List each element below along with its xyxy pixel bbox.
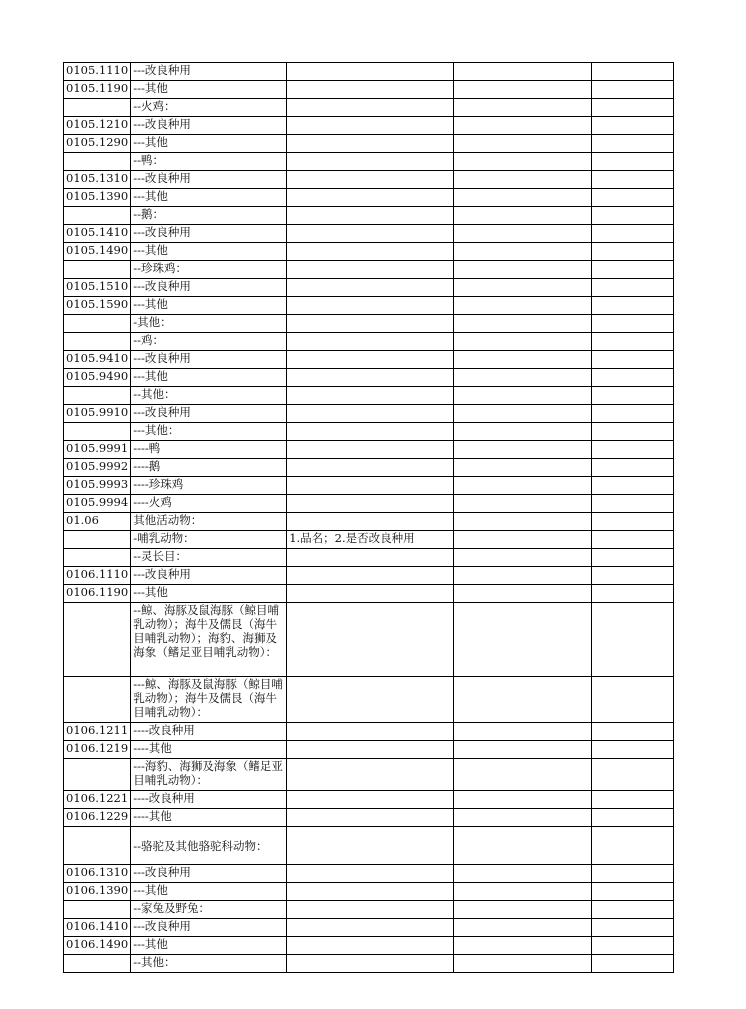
blank-cell <box>454 603 592 677</box>
hs-code-cell: 0106.1221 <box>64 791 131 809</box>
table-row <box>64 171 674 189</box>
description-cell: ---改良种用 <box>131 865 287 883</box>
hs-code-cell: 0106.1211 <box>64 723 131 741</box>
tariff-table-body <box>64 63 674 973</box>
blank-cell <box>592 955 674 973</box>
table-row <box>64 865 674 883</box>
description-cell: ---其他 <box>131 81 287 99</box>
declaration-elements-cell <box>287 117 454 135</box>
table-row <box>64 477 674 495</box>
hs-code-cell: 0105.9994 <box>64 495 131 513</box>
description-cell: ---改良种用 <box>131 405 287 423</box>
blank-cell <box>592 63 674 81</box>
hs-code-cell: 0105.1290 <box>64 135 131 153</box>
hs-code-cell: 0105.1410 <box>64 225 131 243</box>
declaration-elements-cell <box>287 441 454 459</box>
blank-cell <box>454 243 592 261</box>
blank-cell <box>592 207 674 225</box>
description-cell: --火鸡： <box>131 99 287 117</box>
hs-code-cell: 0106.1490 <box>64 937 131 955</box>
blank-cell <box>592 585 674 603</box>
blank-cell <box>454 135 592 153</box>
table-row <box>64 677 674 723</box>
declaration-elements-cell <box>287 567 454 585</box>
blank-cell <box>592 261 674 279</box>
table-row <box>64 567 674 585</box>
blank-cell <box>454 459 592 477</box>
blank-cell <box>454 315 592 333</box>
hs-code-cell: 01.06 <box>64 513 131 531</box>
blank-cell <box>592 791 674 809</box>
table-row <box>64 585 674 603</box>
description-cell: ---海豹、海狮及海象（鳍足亚目哺乳动物）： <box>131 759 287 791</box>
blank-cell <box>454 477 592 495</box>
declaration-elements-cell <box>287 919 454 937</box>
blank-cell <box>454 883 592 901</box>
declaration-elements-cell <box>287 677 454 723</box>
hs-code-cell: 0105.9993 <box>64 477 131 495</box>
description-cell: ---其他 <box>131 243 287 261</box>
hs-code-cell <box>64 759 131 791</box>
table-row <box>64 549 674 567</box>
blank-cell <box>454 549 592 567</box>
declaration-elements-cell <box>287 791 454 809</box>
hs-code-cell <box>64 827 131 865</box>
blank-cell <box>454 919 592 937</box>
blank-cell <box>454 405 592 423</box>
description-cell: ---其他 <box>131 189 287 207</box>
table-row <box>64 723 674 741</box>
hs-code-cell: 0106.1310 <box>64 865 131 883</box>
description-cell: ---其他 <box>131 369 287 387</box>
table-row <box>64 135 674 153</box>
table-row <box>64 117 674 135</box>
blank-cell <box>592 135 674 153</box>
blank-cell <box>592 369 674 387</box>
blank-cell <box>592 723 674 741</box>
blank-cell <box>592 827 674 865</box>
table-row <box>64 423 674 441</box>
description-cell: ---其他 <box>131 297 287 315</box>
blank-cell <box>454 117 592 135</box>
declaration-elements-cell <box>287 135 454 153</box>
table-row <box>64 387 674 405</box>
blank-cell <box>454 333 592 351</box>
table-row <box>64 369 674 387</box>
description-cell: ----改良种用 <box>131 723 287 741</box>
hs-code-cell <box>64 261 131 279</box>
description-cell: ---其他 <box>131 585 287 603</box>
declaration-elements-cell <box>287 741 454 759</box>
blank-cell <box>454 495 592 513</box>
description-cell: --其他： <box>131 387 287 405</box>
blank-cell <box>592 937 674 955</box>
blank-cell <box>592 171 674 189</box>
description-cell: --鸡： <box>131 333 287 351</box>
table-row <box>64 207 674 225</box>
blank-cell <box>592 333 674 351</box>
description-cell: ---改良种用 <box>131 351 287 369</box>
blank-cell <box>592 315 674 333</box>
declaration-elements-cell <box>287 99 454 117</box>
description-cell: --鸭： <box>131 153 287 171</box>
declaration-elements-cell <box>287 723 454 741</box>
blank-cell <box>454 99 592 117</box>
declaration-elements-cell <box>287 495 454 513</box>
hs-code-cell: 0106.1190 <box>64 585 131 603</box>
declaration-elements-cell <box>287 297 454 315</box>
hs-code-cell <box>64 333 131 351</box>
description-cell: ---其他 <box>131 135 287 153</box>
hs-code-cell: 0106.1390 <box>64 883 131 901</box>
hs-code-cell <box>64 153 131 171</box>
table-row <box>64 741 674 759</box>
hs-code-cell <box>64 207 131 225</box>
blank-cell <box>454 261 592 279</box>
description-cell: --鲸、海豚及鼠海豚（鲸目哺乳动物）；海牛及儒艮（海牛目哺乳动物）；海豹、海狮及海象（鳍足亚目哺乳动物）： <box>131 603 287 677</box>
blank-cell <box>592 189 674 207</box>
declaration-elements-cell <box>287 207 454 225</box>
declaration-elements-cell <box>287 261 454 279</box>
blank-cell <box>592 297 674 315</box>
blank-cell <box>592 441 674 459</box>
blank-cell <box>454 827 592 865</box>
blank-cell <box>454 901 592 919</box>
blank-cell <box>592 741 674 759</box>
hs-code-cell <box>64 901 131 919</box>
declaration-elements-cell <box>287 63 454 81</box>
declaration-elements-cell <box>287 513 454 531</box>
blank-cell <box>592 549 674 567</box>
description-cell: 其他活动物： <box>131 513 287 531</box>
tariff-table <box>63 62 674 973</box>
blank-cell <box>592 759 674 791</box>
hs-code-cell: 0105.1310 <box>64 171 131 189</box>
blank-cell <box>592 919 674 937</box>
blank-cell <box>592 153 674 171</box>
declaration-elements-cell <box>287 333 454 351</box>
declaration-elements-cell <box>287 549 454 567</box>
blank-cell <box>454 865 592 883</box>
description-cell: ---改良种用 <box>131 567 287 585</box>
table-row <box>64 759 674 791</box>
blank-cell <box>454 809 592 827</box>
blank-cell <box>454 351 592 369</box>
declaration-elements-cell <box>287 351 454 369</box>
hs-code-cell: 0105.1590 <box>64 297 131 315</box>
description-cell: ---改良种用 <box>131 117 287 135</box>
declaration-elements-cell <box>287 477 454 495</box>
declaration-elements-cell <box>287 585 454 603</box>
hs-code-cell: 0105.1210 <box>64 117 131 135</box>
blank-cell <box>592 117 674 135</box>
blank-cell <box>592 243 674 261</box>
declaration-elements-cell <box>287 279 454 297</box>
table-row <box>64 99 674 117</box>
blank-cell <box>454 297 592 315</box>
blank-cell <box>454 567 592 585</box>
declaration-elements-cell: 1.品名；2.是否改良种用 <box>287 531 454 549</box>
description-cell: ----火鸡 <box>131 495 287 513</box>
blank-cell <box>592 495 674 513</box>
hs-code-cell: 0106.1229 <box>64 809 131 827</box>
description-cell: --骆驼及其他骆驼科动物： <box>131 827 287 865</box>
blank-cell <box>592 351 674 369</box>
table-row <box>64 441 674 459</box>
declaration-elements-cell <box>287 827 454 865</box>
table-row <box>64 189 674 207</box>
table-row <box>64 225 674 243</box>
table-row <box>64 279 674 297</box>
table-row <box>64 315 674 333</box>
blank-cell <box>592 459 674 477</box>
description-cell: --珍珠鸡： <box>131 261 287 279</box>
hs-code-cell: 0105.1390 <box>64 189 131 207</box>
declaration-elements-cell <box>287 315 454 333</box>
declaration-elements-cell <box>287 189 454 207</box>
blank-cell <box>454 955 592 973</box>
blank-cell <box>454 723 592 741</box>
hs-code-cell: 0105.9910 <box>64 405 131 423</box>
hs-code-cell: 0105.9490 <box>64 369 131 387</box>
blank-cell <box>592 901 674 919</box>
hs-code-cell: 0105.9992 <box>64 459 131 477</box>
description-cell: ----改良种用 <box>131 791 287 809</box>
table-row <box>64 955 674 973</box>
table-row <box>64 351 674 369</box>
declaration-elements-cell <box>287 883 454 901</box>
description-cell: ----鸭 <box>131 441 287 459</box>
declaration-elements-cell <box>287 387 454 405</box>
blank-cell <box>592 809 674 827</box>
description-cell: ---其他： <box>131 423 287 441</box>
declaration-elements-cell <box>287 153 454 171</box>
declaration-elements-cell <box>287 81 454 99</box>
table-row <box>64 63 674 81</box>
declaration-elements-cell <box>287 937 454 955</box>
description-cell: -哺乳动物： <box>131 531 287 549</box>
table-row <box>64 919 674 937</box>
blank-cell <box>592 531 674 549</box>
table-row <box>64 937 674 955</box>
hs-code-cell: 0105.1190 <box>64 81 131 99</box>
blank-cell <box>454 153 592 171</box>
table-row <box>64 901 674 919</box>
declaration-elements-cell <box>287 459 454 477</box>
description-cell: --其他： <box>131 955 287 973</box>
description-cell: ---其他 <box>131 937 287 955</box>
hs-code-cell <box>64 531 131 549</box>
declaration-elements-cell <box>287 865 454 883</box>
hs-code-cell: 0105.1490 <box>64 243 131 261</box>
table-row <box>64 243 674 261</box>
blank-cell <box>454 81 592 99</box>
hs-code-cell <box>64 387 131 405</box>
hs-code-cell <box>64 955 131 973</box>
blank-cell <box>592 279 674 297</box>
description-cell: --鹅： <box>131 207 287 225</box>
description-cell: ----其他 <box>131 741 287 759</box>
table-row <box>64 297 674 315</box>
blank-cell <box>592 677 674 723</box>
hs-code-cell <box>64 315 131 333</box>
hs-code-cell: 0106.1110 <box>64 567 131 585</box>
blank-cell <box>454 423 592 441</box>
hs-code-cell: 0105.1110 <box>64 63 131 81</box>
table-row <box>64 883 674 901</box>
hs-code-cell <box>64 677 131 723</box>
table-row <box>64 405 674 423</box>
description-cell: -其他： <box>131 315 287 333</box>
blank-cell <box>592 865 674 883</box>
hs-code-cell <box>64 423 131 441</box>
blank-cell <box>454 513 592 531</box>
blank-cell <box>592 99 674 117</box>
description-cell: ---改良种用 <box>131 279 287 297</box>
blank-cell <box>454 369 592 387</box>
blank-cell <box>592 883 674 901</box>
declaration-elements-cell <box>287 171 454 189</box>
table-row <box>64 495 674 513</box>
blank-cell <box>454 63 592 81</box>
description-cell: --家兔及野兔： <box>131 901 287 919</box>
declaration-elements-cell <box>287 423 454 441</box>
description-cell: ---改良种用 <box>131 919 287 937</box>
blank-cell <box>592 81 674 99</box>
table-row <box>64 603 674 677</box>
description-cell: ---改良种用 <box>131 63 287 81</box>
blank-cell <box>592 225 674 243</box>
declaration-elements-cell <box>287 603 454 677</box>
blank-cell <box>454 759 592 791</box>
blank-cell <box>592 477 674 495</box>
declaration-elements-cell <box>287 901 454 919</box>
description-cell: ---鲸、海豚及鼠海豚（鲸目哺乳动物）；海牛及儒艮（海牛目哺乳动物）： <box>131 677 287 723</box>
table-row <box>64 513 674 531</box>
declaration-elements-cell <box>287 225 454 243</box>
blank-cell <box>592 405 674 423</box>
declaration-elements-cell <box>287 955 454 973</box>
table-row <box>64 531 674 549</box>
description-cell: ---其他 <box>131 883 287 901</box>
description-cell: ----鹅 <box>131 459 287 477</box>
hs-code-cell: 0105.9410 <box>64 351 131 369</box>
hs-code-cell <box>64 99 131 117</box>
hs-code-cell <box>64 549 131 567</box>
hs-code-cell: 0106.1410 <box>64 919 131 937</box>
table-row <box>64 261 674 279</box>
blank-cell <box>454 207 592 225</box>
table-row <box>64 827 674 865</box>
table-row <box>64 153 674 171</box>
blank-cell <box>454 279 592 297</box>
blank-cell <box>592 513 674 531</box>
declaration-elements-cell <box>287 759 454 791</box>
blank-cell <box>454 171 592 189</box>
blank-cell <box>592 603 674 677</box>
blank-cell <box>454 791 592 809</box>
hs-code-cell: 0105.9991 <box>64 441 131 459</box>
hs-code-cell <box>64 603 131 677</box>
blank-cell <box>454 585 592 603</box>
blank-cell <box>454 677 592 723</box>
description-cell: ---改良种用 <box>131 171 287 189</box>
hs-code-cell: 0105.1510 <box>64 279 131 297</box>
table-row <box>64 809 674 827</box>
description-cell: --灵长目： <box>131 549 287 567</box>
declaration-elements-cell <box>287 243 454 261</box>
blank-cell <box>454 937 592 955</box>
declaration-elements-cell <box>287 369 454 387</box>
table-row <box>64 333 674 351</box>
table-row <box>64 791 674 809</box>
blank-cell <box>454 441 592 459</box>
blank-cell <box>454 531 592 549</box>
blank-cell <box>454 189 592 207</box>
table-row <box>64 81 674 99</box>
blank-cell <box>454 225 592 243</box>
table-row <box>64 459 674 477</box>
declaration-elements-cell <box>287 809 454 827</box>
blank-cell <box>454 387 592 405</box>
blank-cell <box>454 741 592 759</box>
blank-cell <box>592 387 674 405</box>
description-cell: ----珍珠鸡 <box>131 477 287 495</box>
blank-cell <box>592 567 674 585</box>
hs-code-cell: 0106.1219 <box>64 741 131 759</box>
description-cell: ---改良种用 <box>131 225 287 243</box>
blank-cell <box>592 423 674 441</box>
declaration-elements-cell <box>287 405 454 423</box>
description-cell: ----其他 <box>131 809 287 827</box>
